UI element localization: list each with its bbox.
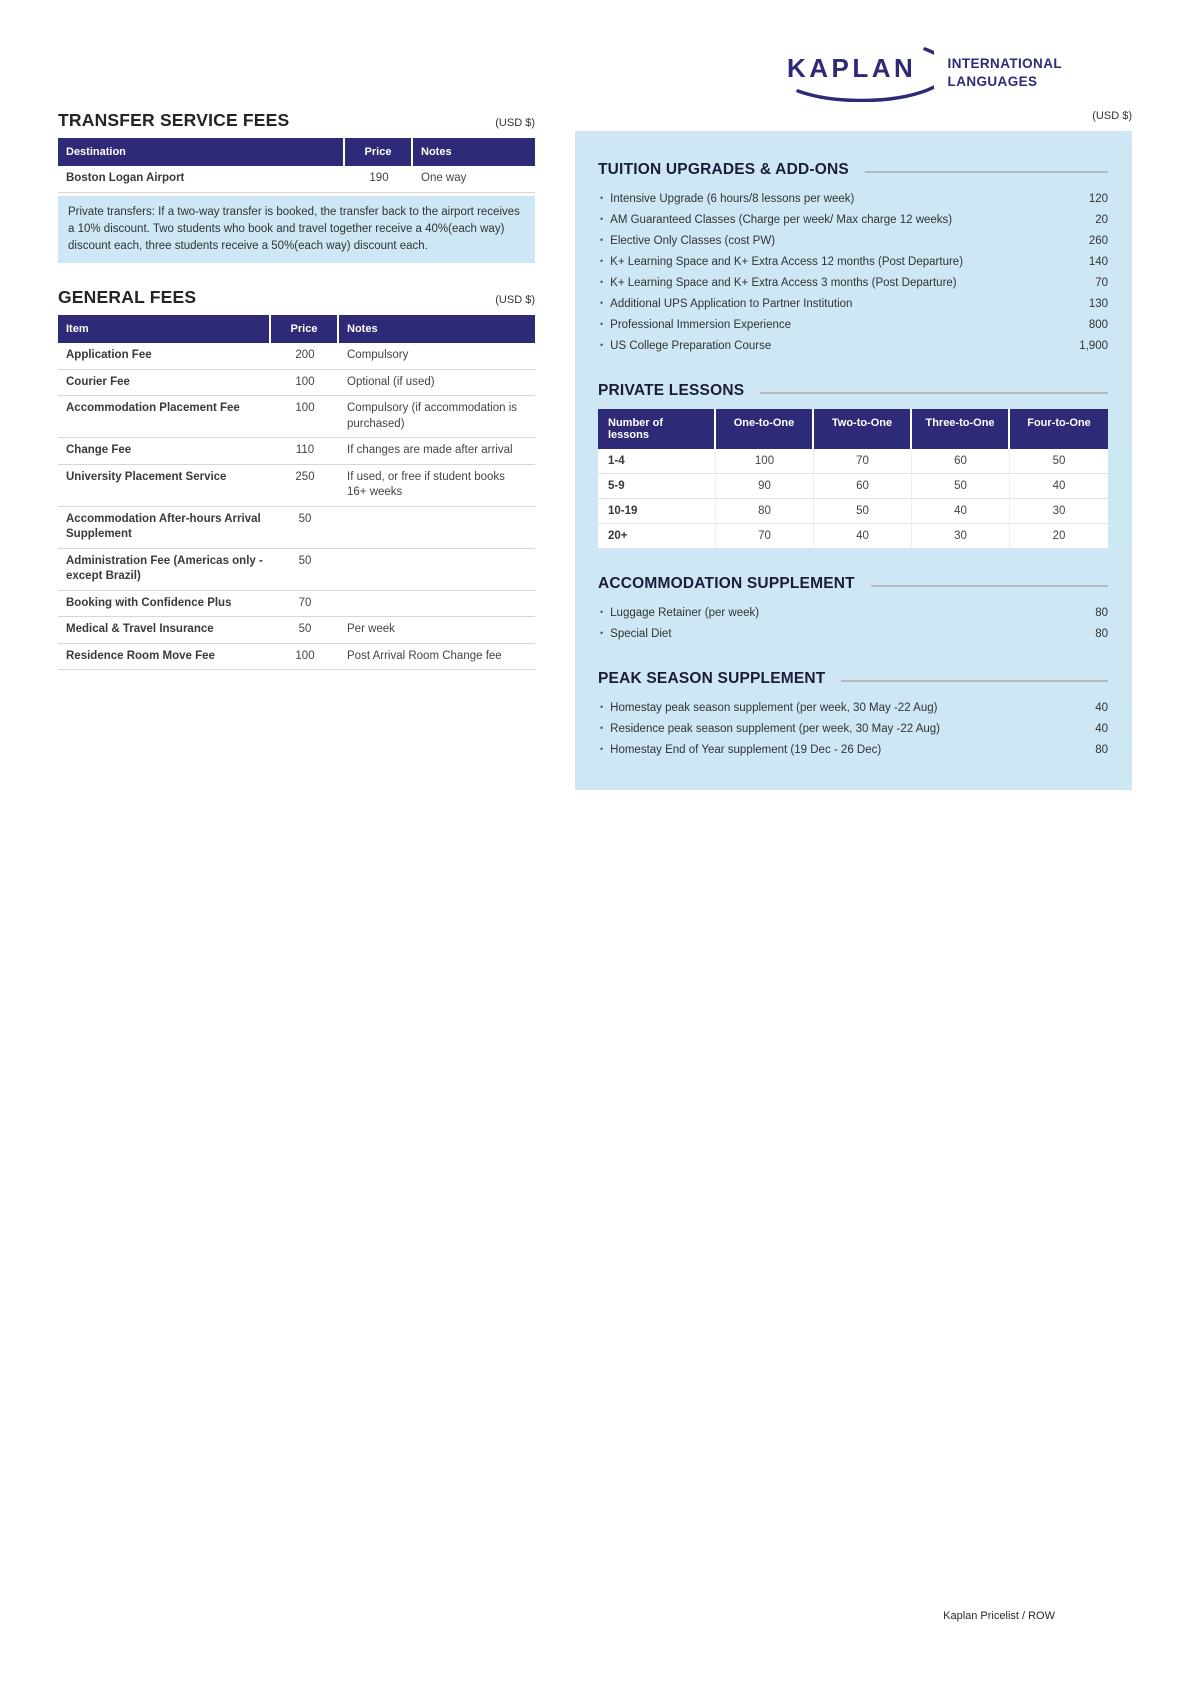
blue-panel bbox=[575, 131, 1132, 790]
transfer-table-header bbox=[58, 138, 535, 166]
table-row bbox=[58, 166, 535, 193]
col-header-notes: Notes bbox=[347, 323, 378, 336]
panel-usd-label: (USD $) bbox=[1092, 110, 1132, 122]
page-footer: Kaplan Pricelist / ROW bbox=[943, 1610, 1055, 1622]
fee-notes: Compulsory (if accommodation is purchased) bbox=[347, 402, 518, 430]
peak-season-supplement-header bbox=[598, 670, 1108, 688]
table-row bbox=[598, 499, 1108, 524]
list-item bbox=[598, 230, 1108, 251]
left-column bbox=[58, 110, 535, 670]
transfer-fees-table bbox=[58, 138, 535, 193]
price-three-to-one: 60 bbox=[912, 449, 1010, 473]
table-row bbox=[58, 396, 535, 438]
fee-item: Residence Room Move Fee bbox=[66, 649, 215, 662]
fee-price: 100 bbox=[295, 649, 315, 662]
supplement-label: Homestay peak season supplement (per week, 30 May -22 Aug) bbox=[610, 701, 938, 714]
fee-notes bbox=[339, 591, 535, 617]
lessons-range: 1-4 bbox=[598, 449, 716, 473]
addon-label: K+ Learning Space and K+ Extra Access 12 months (Post Departure) bbox=[610, 255, 964, 268]
list-item bbox=[598, 188, 1108, 209]
kaplan-logo bbox=[782, 44, 1062, 102]
addon-label: Professional Immersion Experience bbox=[610, 318, 792, 331]
col-header-four-to-one: Four-to-One bbox=[1027, 417, 1091, 429]
tuition-upgrades-title: TUITION UPGRADES & ADD-ONS bbox=[598, 161, 849, 178]
transfer-usd-label: (USD $) bbox=[495, 117, 535, 129]
price-two-to-one: 70 bbox=[814, 449, 912, 473]
price-three-to-one: 30 bbox=[912, 524, 1010, 548]
list-item bbox=[598, 623, 1108, 644]
supplement-price: 80 bbox=[1095, 606, 1108, 619]
tuition-upgrades-header bbox=[598, 161, 1108, 179]
table-row bbox=[598, 524, 1108, 549]
bullet-icon: • bbox=[600, 722, 604, 733]
fee-notes: Post Arrival Room Change fee bbox=[347, 649, 502, 662]
supplement-price: 80 bbox=[1095, 743, 1108, 756]
accommodation-supplement-title: ACCOMMODATION SUPPLEMENT bbox=[598, 575, 855, 592]
addon-price: 260 bbox=[1088, 234, 1108, 247]
fee-price: 50 bbox=[298, 623, 312, 636]
fee-notes: If changes are made after arrival bbox=[347, 444, 513, 457]
transfer-fees-header bbox=[58, 110, 535, 131]
price-one-to-one: 80 bbox=[716, 499, 814, 523]
fee-item: Accommodation After-hours Arrival Supplement bbox=[66, 512, 261, 541]
private-lessons-header bbox=[598, 382, 1108, 400]
list-item bbox=[598, 718, 1108, 739]
fee-notes bbox=[339, 549, 535, 590]
table-row bbox=[598, 449, 1108, 474]
price-one-to-one: 90 bbox=[716, 474, 814, 498]
table-row bbox=[58, 507, 535, 549]
fee-item: Medical & Travel Insurance bbox=[66, 623, 214, 636]
table-row bbox=[58, 438, 535, 465]
tuition-upgrades-list bbox=[598, 188, 1108, 356]
bullet-icon: • bbox=[600, 701, 604, 712]
table-row bbox=[58, 591, 535, 618]
addon-price: 140 bbox=[1088, 255, 1108, 268]
list-item bbox=[598, 602, 1108, 623]
supplement-label: Residence peak season supplement (per week, 30 May -22 Aug) bbox=[610, 722, 941, 735]
price-three-to-one: 50 bbox=[912, 474, 1010, 498]
bullet-icon: • bbox=[600, 297, 604, 308]
price-three-to-one: 40 bbox=[912, 499, 1010, 523]
heading-rule bbox=[760, 392, 1108, 395]
supplement-price: 80 bbox=[1095, 627, 1108, 640]
peak-season-supplement-title: PEAK SEASON SUPPLEMENT bbox=[598, 670, 826, 687]
fee-price: 100 bbox=[295, 375, 315, 388]
price-one-to-one: 100 bbox=[716, 449, 814, 473]
col-header-lessons: Number of lessons bbox=[598, 409, 716, 449]
bullet-icon: • bbox=[600, 276, 604, 287]
price-cell: 190 bbox=[369, 172, 389, 184]
price-four-to-one: 20 bbox=[1052, 530, 1066, 542]
fee-item: Application Fee bbox=[66, 349, 152, 362]
kaplan-wordmark-icon bbox=[782, 44, 934, 102]
addon-label: US College Preparation Course bbox=[610, 339, 772, 352]
list-item bbox=[598, 209, 1108, 230]
col-header-price: Price bbox=[345, 138, 413, 166]
fee-price: 110 bbox=[295, 444, 315, 457]
addon-price: 120 bbox=[1088, 192, 1108, 205]
bullet-icon: • bbox=[600, 627, 604, 638]
table-row bbox=[58, 465, 535, 507]
bullet-icon: • bbox=[600, 255, 604, 266]
bullet-icon: • bbox=[600, 743, 604, 754]
fee-notes: If used, or free if student books 16+ weeks bbox=[347, 470, 505, 499]
private-lessons-table bbox=[598, 409, 1108, 549]
addon-price: 130 bbox=[1088, 297, 1108, 310]
addon-price: 20 bbox=[1095, 213, 1108, 226]
private-transfers-note: Private transfers: If a two-way transfer is booked, the transfer back to the airport receives a 10% discount. Two students who book and travel together receive a 40%(each way) discount each, three students receive a 50%(each way) discount each. bbox=[58, 196, 535, 264]
table-row bbox=[58, 343, 535, 370]
right-column bbox=[575, 110, 1132, 790]
lessons-range: 5-9 bbox=[598, 474, 716, 498]
accommodation-supplement-list bbox=[598, 602, 1108, 644]
supplement-label: Luggage Retainer (per week) bbox=[610, 606, 760, 619]
table-row bbox=[598, 474, 1108, 499]
supplement-label: Special Diet bbox=[610, 627, 672, 640]
general-usd-label: (USD $) bbox=[495, 294, 535, 307]
logo-tagline bbox=[948, 55, 1062, 90]
addon-label: AM Guaranteed Classes (Charge per week/ Max charge 12 weeks) bbox=[610, 213, 953, 226]
table-row bbox=[58, 549, 535, 591]
fee-notes bbox=[339, 507, 535, 548]
logo-tagline-line1: INTERNATIONAL bbox=[947, 56, 1062, 72]
bullet-icon: • bbox=[600, 339, 604, 350]
col-header-one-to-one: One-to-One bbox=[716, 409, 814, 449]
fee-item: Booking with Confidence Plus bbox=[66, 596, 232, 609]
fee-item: Change Fee bbox=[66, 444, 132, 457]
addon-price: 1,900 bbox=[1079, 339, 1108, 352]
col-header-two-to-one: Two-to-One bbox=[814, 409, 912, 449]
general-fees-title: GENERAL FEES bbox=[58, 287, 197, 308]
fee-item: Accommodation Placement Fee bbox=[66, 402, 240, 415]
supplement-label: Homestay End of Year supplement (19 Dec - 26 Dec) bbox=[610, 743, 882, 756]
fee-price: 250 bbox=[295, 470, 315, 483]
fee-price: 50 bbox=[298, 554, 312, 567]
table-row bbox=[58, 617, 535, 644]
price-two-to-one: 50 bbox=[814, 499, 912, 523]
col-header-price: Price bbox=[271, 315, 339, 343]
col-header-notes: Notes bbox=[421, 146, 452, 158]
list-item bbox=[598, 739, 1108, 760]
general-fees-table bbox=[58, 315, 535, 670]
addon-price: 800 bbox=[1088, 318, 1108, 331]
list-item bbox=[598, 272, 1108, 293]
fee-notes: Per week bbox=[347, 623, 395, 636]
transfer-fees-title: TRANSFER SERVICE FEES bbox=[58, 110, 290, 130]
fee-item: University Placement Service bbox=[66, 470, 227, 483]
price-one-to-one: 70 bbox=[716, 524, 814, 548]
list-item bbox=[598, 335, 1108, 356]
addon-label: Elective Only Classes (cost PW) bbox=[610, 234, 776, 247]
fee-item: Courier Fee bbox=[66, 375, 130, 388]
list-item bbox=[598, 697, 1108, 718]
col-header-destination: Destination bbox=[58, 138, 345, 166]
bullet-icon: • bbox=[600, 318, 604, 329]
bullet-icon: • bbox=[600, 234, 604, 245]
list-item bbox=[598, 293, 1108, 314]
bullet-icon: • bbox=[600, 606, 604, 617]
lessons-range: 10-19 bbox=[598, 499, 716, 523]
price-two-to-one: 40 bbox=[814, 524, 912, 548]
destination-cell: Boston Logan Airport bbox=[66, 172, 185, 184]
peak-season-supplement-list bbox=[598, 697, 1108, 760]
supplement-price: 40 bbox=[1095, 722, 1108, 735]
fee-notes: Optional (if used) bbox=[347, 375, 435, 388]
addon-label: K+ Learning Space and K+ Extra Access 3 months (Post Departure) bbox=[610, 276, 957, 289]
notes-cell: One way bbox=[421, 172, 467, 184]
price-four-to-one: 30 bbox=[1052, 505, 1066, 517]
logo-tagline-line2: LANGUAGES bbox=[947, 74, 1038, 89]
private-lessons-title: PRIVATE LESSONS bbox=[598, 382, 745, 399]
general-table-header bbox=[58, 315, 535, 343]
fee-price: 100 bbox=[295, 402, 315, 415]
list-item bbox=[598, 251, 1108, 272]
supplement-price: 40 bbox=[1095, 701, 1108, 714]
col-header-item: Item bbox=[58, 315, 271, 343]
bullet-icon: • bbox=[600, 213, 604, 224]
price-four-to-one: 50 bbox=[1052, 455, 1066, 467]
addon-label: Additional UPS Application to Partner Institution bbox=[610, 297, 853, 310]
price-two-to-one: 60 bbox=[814, 474, 912, 498]
addon-price: 70 bbox=[1095, 276, 1108, 289]
accommodation-supplement-header bbox=[598, 575, 1108, 593]
lessons-range: 20+ bbox=[598, 524, 716, 548]
general-fees-header bbox=[58, 287, 535, 308]
private-lessons-table-header bbox=[598, 409, 1108, 449]
bullet-icon: • bbox=[600, 192, 604, 203]
fee-item: Administration Fee (Americas only - except Brazil) bbox=[66, 554, 263, 583]
list-item bbox=[598, 314, 1108, 335]
heading-rule bbox=[871, 585, 1108, 588]
table-row bbox=[58, 644, 535, 671]
kaplan-wordmark-text: KAPLAN bbox=[786, 53, 916, 83]
heading-rule bbox=[865, 171, 1108, 174]
fee-price: 70 bbox=[298, 596, 312, 609]
heading-rule bbox=[841, 680, 1108, 683]
fee-notes: Compulsory bbox=[347, 349, 409, 362]
fee-price: 200 bbox=[295, 349, 315, 362]
col-header-three-to-one: Three-to-One bbox=[912, 409, 1010, 449]
addon-label: Intensive Upgrade (6 hours/8 lessons per week) bbox=[610, 192, 855, 205]
price-four-to-one: 40 bbox=[1052, 480, 1066, 492]
fee-price: 50 bbox=[298, 512, 312, 525]
table-row bbox=[58, 370, 535, 397]
